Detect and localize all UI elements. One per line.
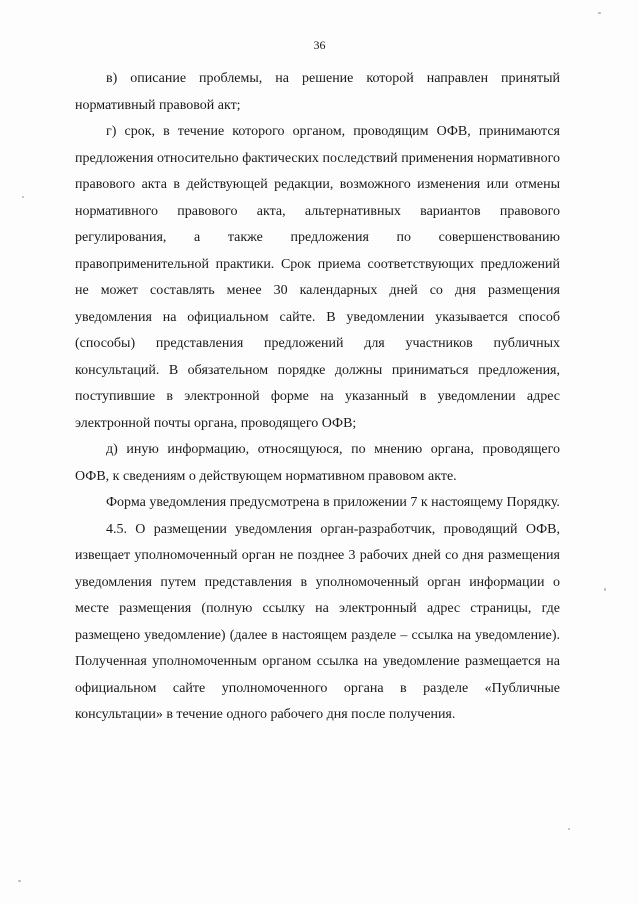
paragraph-item-v: в) описание проблемы, на решение которой направлен принятый нормативный правовой акт;	[75, 71, 560, 113]
paragraph-section-4-5: 4.5. О размещении уведомления орган-разработчик, проводящий ОФВ, извещает уполномоченный орган не позднее 3 рабочих дней со дня размещения уведомления путем представления в уполномоченный орган информации о месте размещения (полную ссылку на электронный адрес страницы, где размещено уведомление) (далее в настоящем разделе – ссылка на уведомление). Полученная уполномоченным органом ссылка на уведомление размещается на официальном сайте уполномоченного органа в разделе «Публичные консультации» в течение одного рабочего дня после получения.	[75, 521, 560, 722]
scan-speck	[22, 196, 24, 198]
paragraph-item-g: г) срок, в течение которого органом, проводящим ОФВ, принимаются предложения относительно фактических последствий применения нормативного правового акта в действующей редакции, возможного изменения или отмены нормативного правового акта, альтернативных вариантов правового регулирования, а также предложения по совершенствованию правоприменительной практики. Срок приема соответствующих предложений не может составлять менее 30 календарных дней со дня размещения уведомления на официальном сайте. В уведомлении указывается способ (способы) представления предложений для участников публичных консультаций. В обязательном порядке должны приниматься предложения, поступившие в электронной форме на указанный в уведомлении адрес электронной почты органа, проводящего ОФВ;	[75, 124, 560, 431]
scan-speck	[604, 588, 606, 591]
paragraph-form-reference: Форма уведомления предусмотрена в приложении 7 к настоящему Порядку.	[106, 495, 560, 510]
paragraph-item-d: д) иную информацию, относящуюся, по мнению органа, проводящего ОФВ, к сведениям о действующем нормативном правовом акте.	[75, 442, 560, 484]
scan-speck	[18, 880, 21, 882]
page-number: 36	[313, 38, 326, 52]
scan-speck	[598, 12, 601, 14]
document-body	[75, 66, 560, 729]
scan-speck	[568, 828, 570, 830]
